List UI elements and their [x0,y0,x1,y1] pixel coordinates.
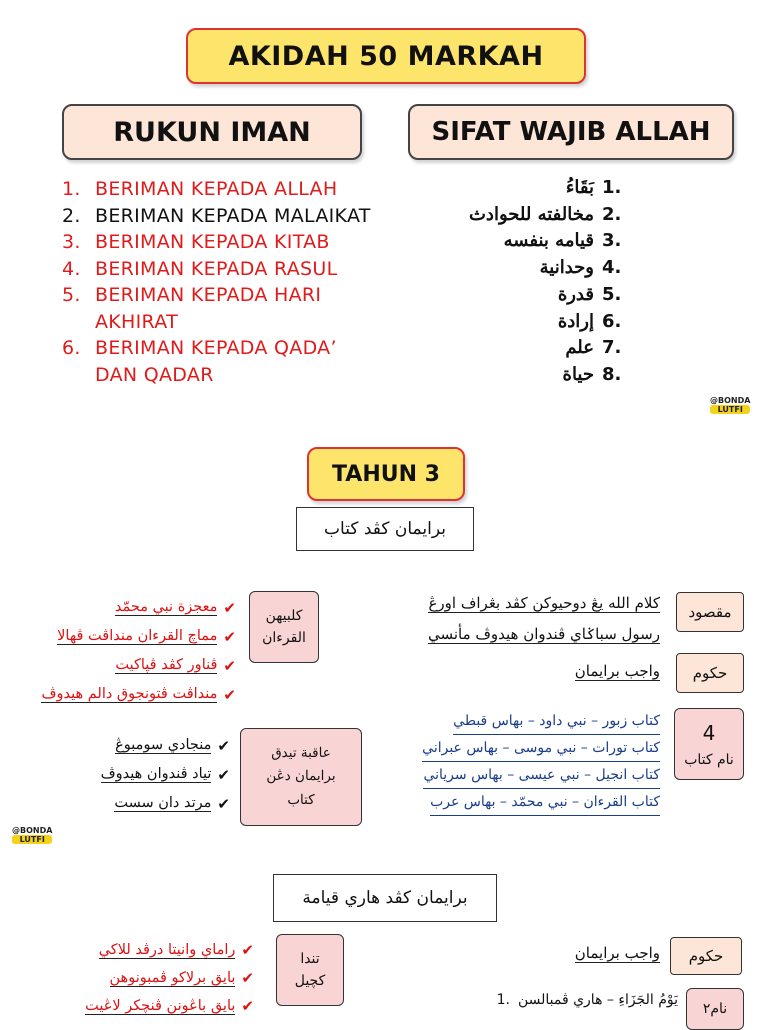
kitab-section-title: برايمان كڤد كتاب [324,519,446,539]
nama-kitab-label: نام كتاب [684,751,734,768]
akibat-label: عاقبة تيدق برايمان دڠن كتاب [266,744,336,808]
tanda-kecil-label-box [276,934,344,1006]
kitab-line: كتاب زبور – نبي داود – بهاس قبطي [453,708,660,735]
sifat-item [420,255,628,282]
nama-kitab-num: 4 [702,720,716,745]
nama-kitab-label-row [703,717,716,749]
rukun-item-text: BERIMAN KEPADA RASUL [95,257,338,280]
rukun-item [62,335,382,388]
kelebihan-item [41,651,236,680]
akibat-item [101,731,230,760]
rukun-item-text: BERIMAN KEPADA MALAIKAT [95,204,371,227]
check-icon: ✔ [241,941,254,959]
kelebihan-list [41,593,236,709]
kelebihan-item [41,622,236,651]
sifat-item [420,282,628,309]
logo-line1-2: @BONDA [12,826,53,835]
hari-section-title: برايمان كڤد هاري قيامة [302,888,468,908]
sifat-item-num: 5. [602,283,622,305]
nama-hari-num: 1. [496,992,510,1008]
rukun-iman-header [62,104,362,160]
kelebihan-text: منداڤت ڤتونجوق دالم هيدوڤ [41,686,218,702]
tanda-item [85,936,254,964]
sifat-item-text: قدرة [557,283,594,305]
sifat-item-num: 3. [602,230,622,252]
hukum-value: واجب برايمان [574,662,660,680]
tahun-label: TAHUN 3 [332,461,440,487]
nama-kitab-label-box [674,708,744,780]
kitab-section-title-box [296,507,474,551]
akibat-list [101,731,230,818]
akibat-text: منجادي سومبوڠ [115,737,212,753]
tanda-kecil-label: تندا كچيل [294,950,326,989]
tanda-item [85,964,254,992]
maksud-line-2: رسول سباݢاي ڤندوان هيدوڤ مأنسي [427,625,660,643]
check-icon: ✔ [223,627,236,646]
hukum-label-box [676,653,744,693]
check-icon: ✔ [241,969,254,987]
maksud-label: مقصود [688,603,732,621]
rukun-iman-title: RUKUN IMAN [113,116,311,148]
rukun-item-num: 6. [62,337,81,359]
akibat-item [101,789,230,818]
maksud-label-box [676,592,744,632]
akibat-label-box [240,728,362,826]
hukum-label: حکوم [692,664,728,682]
kelebihan-text: ڤناور كڤد ڤڽاكيت [115,657,218,673]
rukun-item-num: 2. [62,204,81,227]
nama-hari-text: يَوْمُ الجَزَاءِ – هاري ڤمبالسن [517,992,678,1008]
page-title: AKIDAH 50 MARKAH [228,40,544,72]
rukun-item [62,176,382,203]
sifat-item [420,309,628,336]
rukun-item [62,282,382,335]
sifat-item-text: إرادة [557,310,594,332]
maksud-line-1: كلام الله يڠ دوحيوكن كڤد بڠراف اورڠ [428,594,660,612]
sifat-item-text: قيامه بنفسه [503,230,594,252]
tahun-label-box [307,447,465,501]
sifat-item-num: 7. [602,337,622,359]
sifat-item-num: 6. [602,310,622,332]
rukun-item-text: BERIMAN KEPADA QADA’ DAN QADAR [95,337,337,386]
bonda-lutfi-logo-2 [12,826,52,844]
rukun-item-num: 1. [62,178,81,200]
check-icon: ✔ [223,598,236,617]
sifat-item [420,362,628,389]
nama-hari-list [497,988,678,1008]
tanda-text: بايق برلاكو ڤمبونوهن [109,969,236,986]
rukun-item-num: 4. [62,257,81,280]
tanda-list [85,936,254,1020]
sifat-item-text: علم [565,337,594,359]
tanda-text: بايق باڠونن ڤنچكر لاڠيت [85,997,236,1014]
sifat-item-num: 1. [602,177,622,198]
rukun-item-text: BERIMAN KEPADA KITAB [95,231,330,253]
check-icon: ✔ [241,997,254,1015]
akibat-item [101,760,230,789]
kelebihan-item [41,680,236,709]
rukun-iman-list [62,176,382,388]
kelebihan-text: مماچ القرءان منداڤت ڤهالا [57,628,218,644]
sifat-item [420,175,628,202]
sifat-item-num: 8. [602,363,622,385]
kitab-line: كتاب تورات – نبي موسى – بهاس عبراني [422,735,660,762]
sifat-item-text: مخالفته للحوادث [468,203,594,225]
sifat-item-num: 2. [602,203,622,225]
hari-hukum-label-box [670,937,742,975]
akibat-text: تياد ڤندوان هيدوڤ [100,766,212,782]
kitab-line: كتاب انجيل – نبي عيسى – بهاس سرياني [423,762,660,789]
kelebihan-label-box [249,591,319,663]
check-icon: ✔ [223,656,236,675]
kelebihan-item [41,593,236,622]
sifat-item [420,335,628,362]
page-title-box [186,28,586,84]
hari-section-title-box [273,874,497,922]
kitab-line: كتاب القرءان – نبي محمّد – بهاس عرب [430,789,660,816]
akibat-text: مرتد دان سست [114,795,212,811]
check-icon: ✔ [217,736,230,755]
hari-hukum-label: حکوم [688,947,724,965]
check-icon: ✔ [217,794,230,813]
rukun-item-text: BERIMAN KEPADA HARI AKHIRAT [95,284,322,333]
sifat-item-text: حياة [562,363,594,385]
bonda-lutfi-logo [710,396,750,414]
logo-line2: LUTFI [710,405,750,414]
sifat-item-num: 4. [602,257,622,279]
rukun-item [62,256,382,283]
kitab-list [400,708,660,816]
sifat-wajib-title: SIFAT WAJIB ALLAH [431,117,711,147]
kelebihan-label: كلبيهن القرءان [262,607,306,646]
rukun-item [62,229,382,256]
logo-line2-2: LUTFI [12,835,52,844]
rukun-item [62,203,382,230]
tanda-text: راماي وانيتا درڤد للاكي [98,941,236,958]
sifat-item [420,202,628,229]
sifat-item [420,228,628,255]
nama-hari-label: نام٢ [702,1000,728,1017]
check-icon: ✔ [217,765,230,784]
rukun-item-num: 3. [62,231,81,253]
nama-hari-item [497,992,678,1008]
sifat-item-text: بَقَاءُ [565,177,594,198]
kelebihan-text: معجزة نبي محمّد [114,599,218,615]
sifat-wajib-header [408,104,734,160]
logo-line1: @BONDA [710,396,751,405]
tanda-item [85,992,254,1020]
sifat-wajib-list [420,175,628,389]
hari-hukum-value: واجب برايمان [574,944,660,962]
check-icon: ✔ [223,685,236,704]
rukun-item-text: BERIMAN KEPADA ALLAH [95,178,338,200]
sifat-item-text: وحدانية [539,257,594,279]
rukun-item-num: 5. [62,284,81,306]
